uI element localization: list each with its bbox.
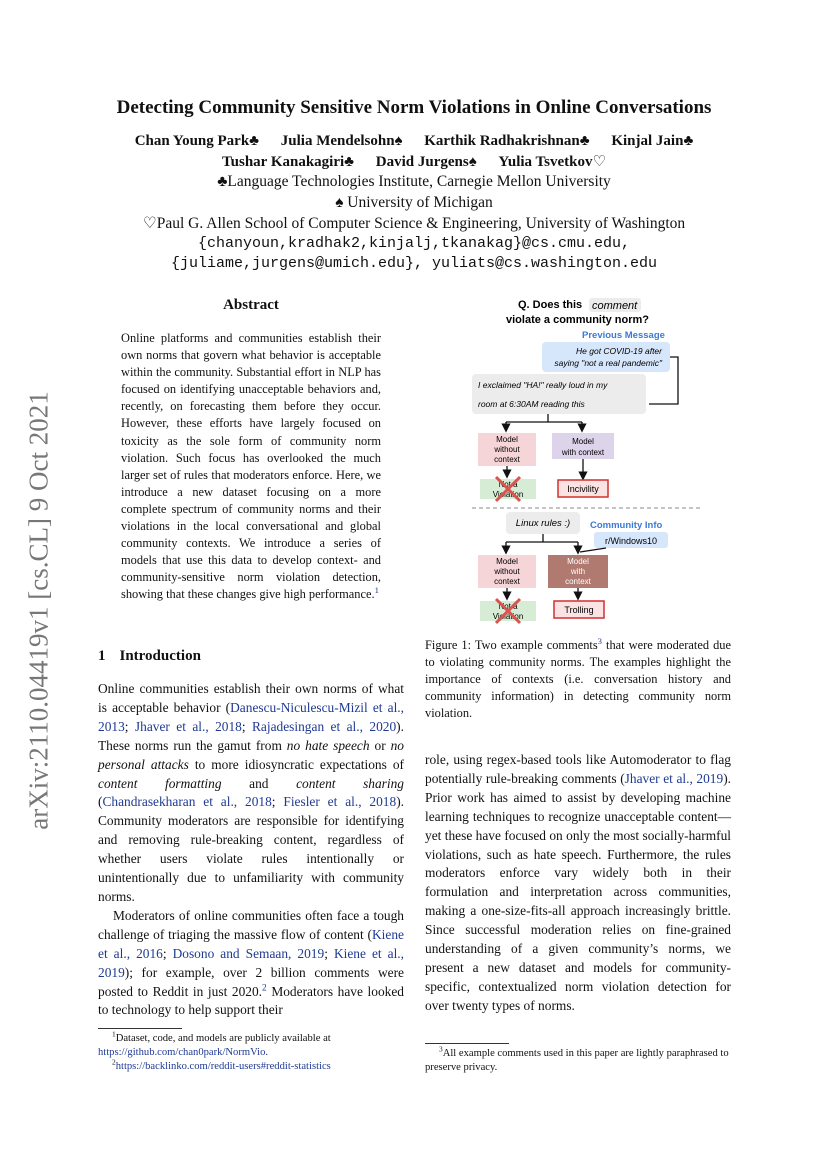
- abstract-text: Online platforms and communities establish their own norms that govern what behavior is acceptable within the community. Substantial effort in NLP has focused on identifying unacceptable behaviors and, recently, on forecasting them before they occur. However, these efforts have largely focused on toxicity as the sole form of community norm violation. Such focus has overlooked the much larger set of rules that moderators enforce. Here, we introduce a new dataset focusing on a more complete spectrum of community norms and their violations in the local conversational and global community contexts. We introduce a series of models that use this data to develop context- and community-sensitive norm violation detection, showing that these changes give high performance.: [121, 331, 381, 602]
- emails-line-2: {juliame,jurgens@umich.edu}, yuliats@cs.washington.edu: [170, 255, 658, 272]
- svg-text:Not a: Not a: [498, 480, 518, 489]
- footnote-mark[interactable]: 3: [597, 635, 602, 646]
- citation-link[interactable]: Chandrasekharan et al., 2018: [102, 794, 272, 810]
- svg-text:with: with: [570, 567, 586, 576]
- author: Kinjal Jain♣: [611, 133, 694, 149]
- svg-text:Not a: Not a: [498, 602, 518, 611]
- emails-line-1: {chanyoun,kradhak2,kinjalj,tkanakag}@cs.cmu.edu,: [197, 235, 631, 252]
- section-title: Introduction: [119, 648, 201, 664]
- footnote-link[interactable]: https://github.com/chan0park/NormVio.: [98, 1047, 269, 1058]
- comment-1-line-2: room at 6:30AM reading this: [478, 399, 585, 409]
- svg-text:Model: Model: [496, 435, 518, 444]
- svg-text:without: without: [494, 567, 520, 576]
- footnote-mark[interactable]: 1: [374, 585, 379, 596]
- question-text-2: violate a community norm?: [506, 314, 650, 326]
- svg-text:with context: with context: [561, 448, 605, 457]
- paper-title: Detecting Community Sensitive Norm Violations in Online Conversations: [116, 97, 712, 118]
- author: Karthik Radhakrishnan♣: [424, 133, 590, 149]
- figure-diagram: [466, 296, 706, 626]
- comment-1-line-1: I exclaimed "HA!" really loud in my: [478, 380, 608, 390]
- affiliation-umich: ♠ University of Michigan: [335, 194, 493, 211]
- intro-paragraph-2: Moderators of online communities often face a tough challenge of triaging the massive flow of content (Kiene et al., 2016; Dosono and Semaan, 2019; Kiene et al., 2019); for example, over 2 billion comments were posted to Reddit in just 2020.$^2$ Moderators have looked to technology to help support their: [98, 907, 404, 1018]
- figure-1: [466, 296, 706, 626]
- section-number: 1: [98, 648, 106, 664]
- citation-link[interactable]: Rajadesingan et al., 2020: [252, 718, 397, 734]
- question-text: Q. Does this: [518, 299, 583, 311]
- abstract-heading: Abstract: [223, 297, 279, 313]
- arxiv-sidebar: arXiv:2110.04419v1 [cs.CL] 9 Oct 2021: [23, 390, 54, 830]
- question-word: comment: [592, 300, 638, 312]
- affiliation-cmu: ♣Language Technologies Institute, Carnegie Mellon University: [217, 173, 611, 190]
- previous-message-line-2: saying "not a real pandemic": [554, 358, 662, 368]
- citation-link[interactable]: Kiene et al., 2019: [98, 945, 404, 980]
- intro-right-column: [425, 751, 731, 1016]
- subreddit-text: r/Windows10: [604, 536, 658, 546]
- author: David Jurgens♠: [375, 154, 477, 170]
- comment-2-text: Linux rules :): [515, 518, 571, 529]
- citation-link[interactable]: Danescu-Niculescu-Mizil et al., 2013: [98, 699, 405, 734]
- svg-text:context: context: [565, 577, 591, 586]
- community-info-label: Community Info: [590, 520, 663, 531]
- svg-text:Model: Model: [572, 437, 594, 446]
- intro-paragraph-3: role, using regex-based tools like Automoderator to flag potentially rule-breaking comments (Jhaver et al., 2019). Prior work has aimed to assist by developing machine learning techniques to recognize unacceptable content—yet these have focused on only the most socially-harmful violations, such as hate speech. Furthermore, the rules moderators enforce vary widely both in their formulation and interpretation across communities, making a one-size-fits-all approach increasingly brittle. Since successful moderation relies on fine-grained understanding of a given community’s norms, we present a new dataset and models for community-specific, contextualized norm violation detection for over twenty types of norms.: [425, 752, 732, 1013]
- previous-message-label: Previous Message: [582, 330, 665, 341]
- author: Chan Young Park♣: [134, 133, 260, 149]
- author: Tushar Kanakagiri♣: [222, 154, 355, 170]
- citation-link[interactable]: Dosono and Semaan, 2019: [172, 945, 325, 961]
- author: Yulia Tsvetkov♡: [498, 154, 606, 170]
- footnote-link[interactable]: https://backlinko.com/reddit-users#reddit-statistics: [115, 1061, 331, 1072]
- section-heading: [98, 648, 201, 665]
- svg-text:Violation: Violation: [492, 612, 524, 621]
- trolling-label: Trolling: [564, 605, 594, 615]
- intro-left-column: [98, 680, 404, 1020]
- authors-row-2: [0, 152, 828, 171]
- footnote-mark[interactable]: 2: [262, 983, 267, 994]
- footnote-2: $^2$https://backlinko.com/reddit-users#reddit-statistics: [112, 1057, 331, 1072]
- figure-caption: Figure 1: Two example comments$^3$ that were moderated due to violating community norms. The examples highlight the importance of contexts (i.e. conversation history and community information) in detecting community norm violation.: [425, 635, 731, 720]
- footnote-rule-right: [425, 1043, 509, 1044]
- intro-paragraph-1: Online communities establish their own norms of what is acceptable behavior (Danescu-Niculescu-Mizil et al., 2013; Jhaver et al., 2018; Rajadesingan et al., 2020). These norms run the gamut from no hate speech or no personal attacks to more idiosyncratic expectations of content formatting and content sharing (Chandrasekharan et al., 2018; Fiesler et al., 2018). Community moderators are responsible for identifying and removing rule-breaking content, regardless of whether users violate rules intentionally or unintentionally due to unfamiliarity with community norms.: [98, 681, 405, 904]
- footnote-rule: [98, 1028, 182, 1029]
- svg-text:without: without: [494, 445, 520, 454]
- incivility-label: Incivility: [567, 484, 599, 494]
- affiliation-uw: ♡Paul G. Allen School of Computer Science & Engineering, University of Washington: [142, 215, 686, 232]
- svg-text:Model: Model: [567, 557, 589, 566]
- citation-link[interactable]: Fiesler et al., 2018: [283, 794, 397, 810]
- svg-text:context: context: [494, 577, 520, 586]
- authors-row-1: [0, 133, 828, 150]
- previous-message-line-1: He got COVID-19 after: [576, 346, 662, 356]
- svg-text:context: context: [494, 455, 520, 464]
- svg-text:Violation: Violation: [492, 490, 524, 499]
- footnote-1: $^1$Dataset, code, and models are publicly available at https://github.com/chan0park/NormVio.: [98, 1029, 331, 1058]
- citation-link[interactable]: Jhaver et al., 2019: [624, 770, 724, 786]
- abstract-body: [121, 330, 381, 604]
- citation-link[interactable]: Jhaver et al., 2018: [134, 718, 242, 734]
- citation-link[interactable]: Kiene et al., 2016: [98, 926, 404, 961]
- footnote-3: $^3$All example comments used in this paper are lightly paraphrased to preserve privacy.: [425, 1044, 729, 1073]
- author: Julia Mendelsohn♠: [280, 133, 403, 149]
- svg-text:Model: Model: [496, 557, 518, 566]
